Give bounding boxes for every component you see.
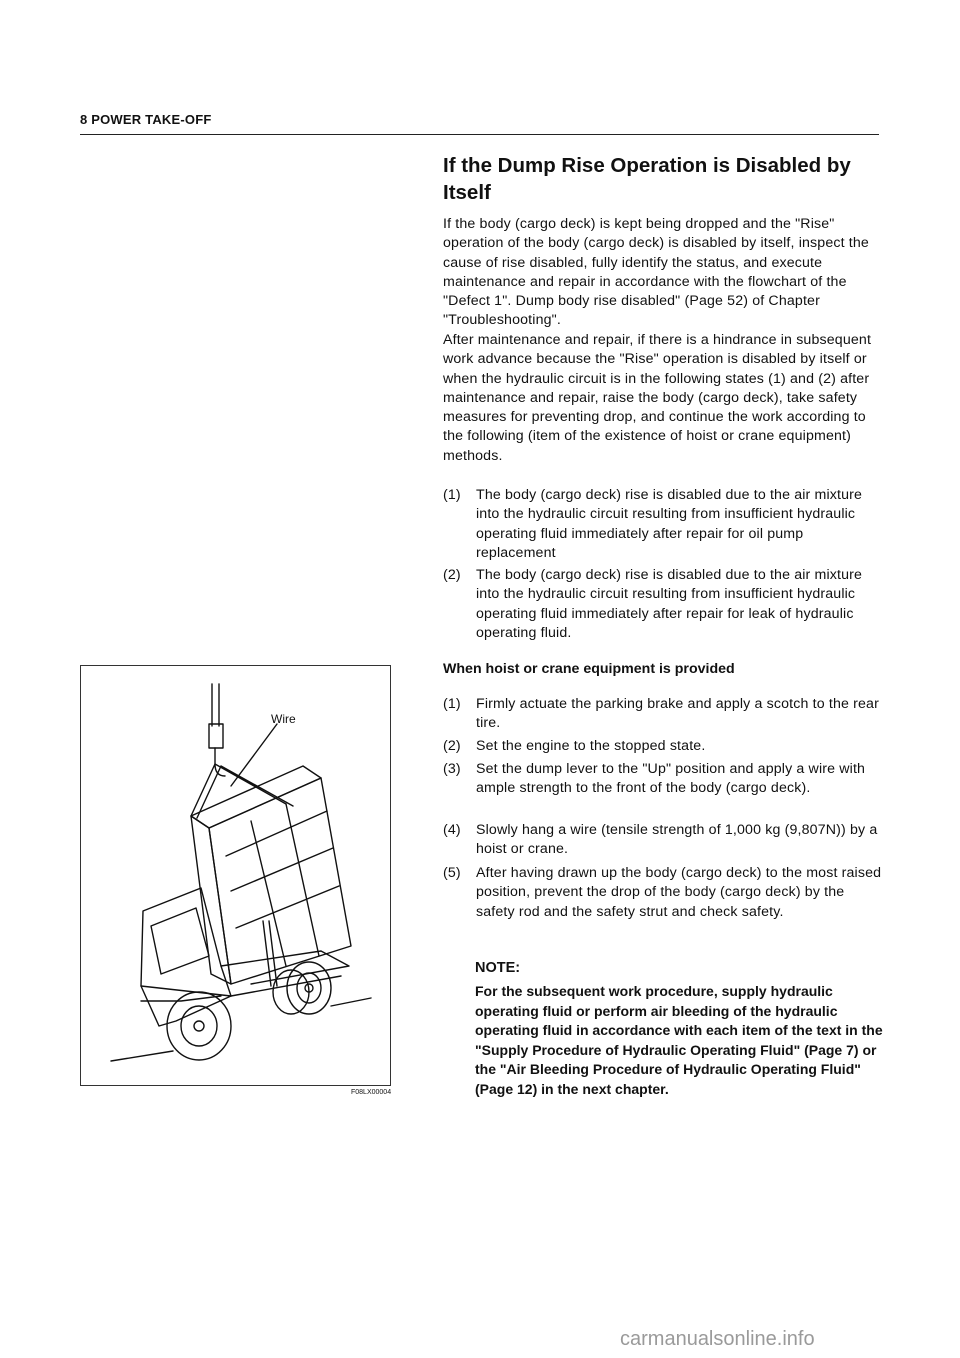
step-number: (5) <box>443 865 461 881</box>
step-item <box>443 821 883 860</box>
state-item <box>443 486 883 563</box>
watermark: carmanualsonline.info <box>620 1328 815 1350</box>
state-item <box>443 566 883 643</box>
state-text: The body (cargo deck) rise is disabled due to the air mixture into the hydraulic circuit resulting from insufficient hydraulic operating fluid immediately after repair for leak of hydraulic operating fluid. <box>476 567 863 641</box>
step-text: Slowly hang a wire (tensile strength of 1,000 kg (9,807N)) by a hoist or crane. <box>476 822 878 858</box>
note-heading: NOTE: <box>475 960 521 976</box>
state-text: The body (cargo deck) rise is disabled due to the air mixture into the hydraulic circuit resulting from insufficient hydraulic operating fluid immediately after repair for oil pump replacement <box>476 487 863 561</box>
subheading: When hoist or crane equipment is provided <box>443 661 735 677</box>
page-header <box>80 112 879 135</box>
step-text: After having drawn up the body (cargo deck) to the most raised position, prevent the drop of the body (cargo deck) by the safety rod and the safety strut and check safety. <box>476 865 882 920</box>
page-title: If the Dump Rise Operation is Disabled by Itself <box>443 154 851 204</box>
intro-paragraph: After maintenance and repair, if there is a hindrance in subsequent work advance because the "Rise" operation is disabled by itself or when the hydraulic circuit is in the following states (1) and (2) after maintenance and repair, raise the body (cargo deck), take safety measures for preventing drop, and continue the work according to the following (item of the existence of hoist or crane equipment) methods. <box>443 332 872 464</box>
section-title: 8 POWER TAKE-OFF <box>80 112 212 127</box>
step-text: Set the engine to the stopped state. <box>476 738 706 754</box>
step-text: Firmly actuate the parking brake and apply a scotch to the rear tire. <box>476 696 879 732</box>
figure-code: F08LX00004 <box>351 1089 392 1096</box>
step-number: (1) <box>443 696 461 712</box>
step-item <box>443 760 883 799</box>
wire-label: Wire <box>271 712 296 726</box>
state-number: (2) <box>443 567 461 583</box>
step-item <box>443 864 883 922</box>
step-text: Set the dump lever to the "Up" position and apply a wire with ample strength to the front of the body (cargo deck). <box>476 761 866 797</box>
dump-truck-drawing <box>81 666 392 1087</box>
step-number: (4) <box>443 822 461 838</box>
intro-paragraph: If the body (cargo deck) is kept being dropped and the "Rise" operation of the body (cargo deck) is disabled by itself, inspect the cause of rise disabled, fully identify the status, and execute maintenance and repair in accordance with the flowchart of the "Defect 1". Dump body rise disabled" (Page 52) of Chapter "Troubleshooting". <box>443 216 869 329</box>
state-number: (1) <box>443 487 461 503</box>
dump-truck-illustration <box>80 665 391 1086</box>
step-item <box>443 737 883 756</box>
step-item <box>443 695 883 734</box>
step-number: (3) <box>443 761 461 777</box>
note-text: For the subsequent work procedure, supply hydraulic operating fluid or perform air bleeding of the hydraulic operating fluid in accordance with each item of the text in the "Supply Procedure of Hydraulic Operating Fluid" (Page 7) or the "Air Bleeding Procedure of Hydraulic Operating Fluid" (Page 12) in the next chapter. <box>475 983 883 1097</box>
step-number: (2) <box>443 738 461 754</box>
